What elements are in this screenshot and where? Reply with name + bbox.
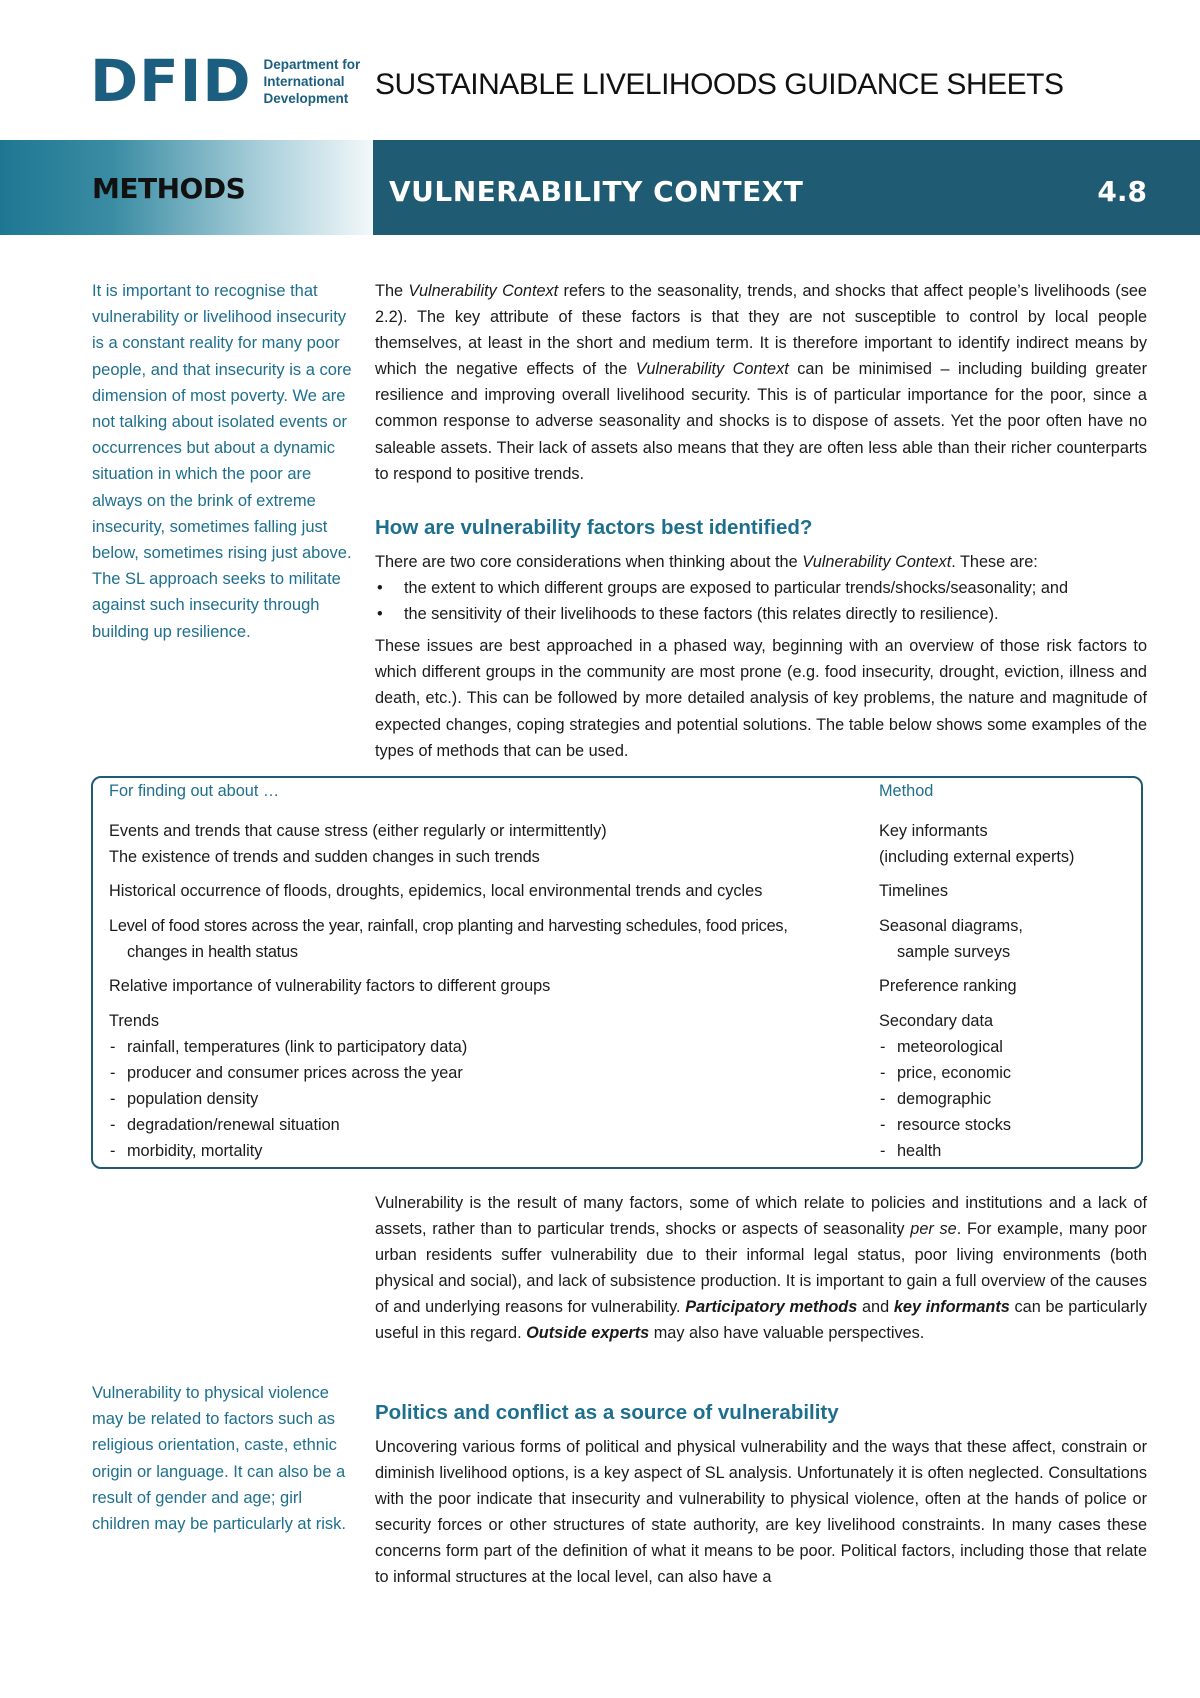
term-vulnerability-context: Vulnerability Context: [635, 360, 789, 379]
methods-table: For finding out about … Method Events and trends that cause stress (either regularly or intermittently) The existence of trends and sudden changes in such trends Key informants (including external experts) Historical occurrence of floods, droughts, epidemics, local environmental trends and cycles Timelines Level of food stores across the year, rainfall, crop planting and harvesting schedules, food prices, changes in health status Seasonal diagrams, sample surveys Relative importance of vulnerability factors to different groups Preference ranking Trends - rainfall, temperatures (link to participatory data) - producer and consumer prices across the year - population density - degradation/renewal situation - morbidity, mortality Secondary data - meteorological - price, economic - demographic - resource stocks - health: [91, 776, 1143, 1169]
intro-paragraph: The Vulnerability Context refers to the seasonality, trends, and shocks that affect people’s livelihoods (see 2.2). The key attribute of these factors is that they are not susceptible to control by local people themselves, at least in the short and medium term. It is therefore important to identify indirect means by which the negative effects of the Vulnerability Context can be minimised – including building greater resilience and improving overall livelihood security. This is of particular importance for the poor, since a common response to adverse seasonality and shocks is to dispose of assets. Yet the poor often have no saleable assets. Their lack of assets also means that they are often less able than their richer counterparts to respond to positive trends.: [375, 282, 1147, 483]
logo-subtitle: [264, 56, 361, 107]
logo-line: International: [263, 73, 345, 89]
sidenote-resilience: It is important to recognise that vulnerability or livelihood insecurity is a constant reality for many poor people, and that insecurity is a core dimension of most poverty. We are not talking about isolated events or occurrences but about a dynamic situation in which the poor are always on the brink of extreme insecurity, sometimes falling just below, sometimes rising just above. The SL approach seeks to militate against such insecurity through building up resilience.: [92, 282, 352, 641]
table-header-about: For finding out about …: [109, 782, 280, 800]
term-participatory-methods: Participatory methods: [685, 1298, 858, 1317]
section-label: METHODS: [92, 172, 246, 205]
section1-lead: There are two core considerations when thinking about the Vulnerability Context. These are:: [375, 553, 1038, 571]
dfid-logo: [90, 47, 361, 115]
list-item: • the sensitivity of their livelihoods to these factors (this relates directly to resilience).: [375, 601, 1147, 627]
causes-paragraph: Vulnerability is the result of many factors, some of which relate to policies and institutions and a lack of assets, rather than to particular trends, shocks or aspects of seasonality per se. For example, many poor urban residents suffer vulnerability due to their informal legal status, poor living environments (both physical and social), and lack of subsistence production. It is important to gain a full overview of the causes of and underlying reasons for vulnerability. Participatory methods and key informants can be particularly useful in this regard. Outside experts may also have valuable perspectives.: [375, 1194, 1147, 1343]
sheet-number: 4.8: [1097, 175, 1147, 208]
term-outside-experts: Outside experts: [526, 1324, 650, 1343]
section-heading-politics: Politics and conflict as a source of vulnerability: [375, 1401, 839, 1424]
section1-paragraph: These issues are best approached in a phased way, beginning with an overview of those risk factors to which different groups in the community are most prone (e.g. food insecurity, drought, eviction, illness and death, etc.). This can be followed by more detailed analysis of key problems, the nature and magnitude of expected changes, coping strategies and potential solutions. The table below shows some examples of the types of methods that can be used.: [375, 637, 1147, 760]
term-key-informants: key informants: [893, 1298, 1010, 1317]
politics-paragraph: Uncovering various forms of political and physical vulnerability and the ways that these affect, constrain or diminish livelihood options, is a key aspect of SL analysis. Unfortunately it is often neglected. Consultations with the poor indicate that insecurity and vulnerability to physical violence, often at the hands of police or security forces or other structures of state authority, are key livelihood constraints. In many cases these concerns form part of the definition of what it means to be poor. Political factors, including those that relate to informal structures at the local level, can also have a: [375, 1438, 1147, 1587]
table-header-method: Method: [879, 782, 934, 800]
section-heading-identification: How are vulnerability factors best identified?: [375, 516, 813, 539]
logo-line: Development: [263, 90, 349, 106]
series-title: SUSTAINABLE LIVELIHOODS GUIDANCE SHEETS: [375, 68, 1064, 101]
logo-line: Department for: [263, 56, 361, 72]
logo-mark: DFID: [90, 47, 252, 115]
sheet-title: VULNERABILITY CONTEXT: [389, 175, 804, 208]
section1-body: [375, 549, 1147, 764]
considerations-list: [375, 575, 1147, 627]
list-item: • the extent to which different groups are exposed to particular trends/shocks/seasonality; and: [375, 575, 1147, 601]
sidenote-violence: Vulnerability to physical violence may be related to factors such as religious orientation, caste, ethnic origin or language. It can also be a result of gender and age; girl children may be particularly at risk.: [92, 1384, 347, 1534]
term-vulnerability-context: Vulnerability Context: [408, 282, 559, 300]
